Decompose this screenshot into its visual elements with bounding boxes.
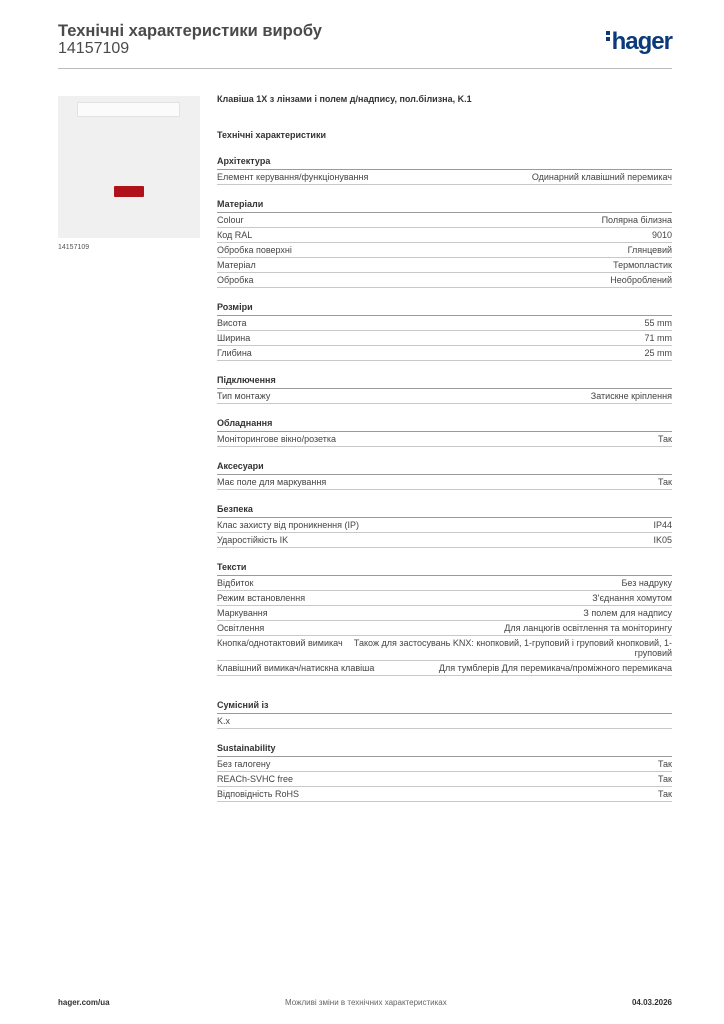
section-title: Обладнання	[217, 418, 672, 432]
spec-value: 25 mm	[644, 348, 672, 358]
spec-label: Відбиток	[217, 578, 254, 588]
spec-row	[217, 757, 672, 772]
section-title: Аксесуари	[217, 461, 672, 475]
spec-row	[217, 316, 672, 331]
spec-section	[217, 461, 672, 490]
spec-row	[217, 389, 672, 404]
spec-section	[217, 562, 672, 676]
spec-section	[217, 156, 672, 185]
spec-row	[217, 533, 672, 548]
spec-label: Матеріал	[217, 260, 256, 270]
spec-label: Ударостійкість IK	[217, 535, 289, 545]
spec-row	[217, 432, 672, 447]
spec-label: Елемент керування/функціонування	[217, 172, 369, 182]
spec-label: Маркування	[217, 608, 268, 618]
spec-row	[217, 606, 672, 621]
spec-value: Так	[657, 789, 672, 799]
spec-value: Термопластик	[613, 260, 672, 270]
spec-label: K.x	[217, 716, 231, 726]
spec-heading: Технічні характеристики	[217, 130, 326, 140]
spec-value: IK05	[653, 535, 672, 545]
spec-row	[217, 346, 672, 361]
section-title: Безпека	[217, 504, 672, 518]
footer-website[interactable]: hager.com/ua	[58, 998, 110, 1007]
brand-name: hager	[611, 28, 672, 55]
footer-date: 04.03.2026	[631, 998, 672, 1007]
section-title: Розміри	[217, 302, 672, 316]
spec-label: Обробка	[217, 275, 254, 285]
spec-row	[217, 213, 672, 228]
spec-row	[217, 273, 672, 288]
spec-row	[217, 518, 672, 533]
spec-label: Код RAL	[217, 230, 253, 240]
spec-row	[217, 621, 672, 636]
spec-label: Кнопка/однотактовий вимикач	[217, 638, 343, 648]
spec-label: REACh-SVHC free	[217, 774, 294, 784]
spec-row	[217, 475, 672, 490]
spec-value: Так	[657, 434, 672, 444]
spec-label: Висота	[217, 318, 247, 328]
spec-label: Освітлення	[217, 623, 265, 633]
spec-label: Тип монтажу	[217, 391, 271, 401]
spec-row	[217, 331, 672, 346]
red-lens-indicator	[114, 186, 144, 197]
section-title: Підключення	[217, 375, 672, 389]
spec-row	[217, 258, 672, 273]
spec-sheet	[217, 94, 672, 802]
spec-value: 71 mm	[644, 333, 672, 343]
spec-label: Colour	[217, 215, 244, 225]
spec-label: Моніторингове вікно/розетка	[217, 434, 336, 444]
spec-value: 55 mm	[644, 318, 672, 328]
spec-value: Для ланцюгів освітлення та моніторингу	[504, 623, 672, 633]
section-title: Тексти	[217, 562, 672, 576]
spec-value: Так	[657, 477, 672, 487]
header-divider	[58, 68, 672, 69]
spec-section	[217, 743, 672, 802]
section-title: Архітектура	[217, 156, 672, 170]
spec-row	[217, 576, 672, 591]
spec-value: Також для застосувань KNX: кнопковий, 1-груповий і груповий кнопковий, 1-груповий	[353, 638, 672, 658]
spec-label: Відповідність RoHS	[217, 789, 299, 799]
spec-label: Клавішний вимикач/натискна клавіша	[217, 663, 375, 673]
section-title: Sustainability	[217, 743, 672, 757]
spec-label: Глибина	[217, 348, 252, 358]
spec-label: Режим встановлення	[217, 593, 306, 603]
spec-label: Має поле для маркування	[217, 477, 327, 487]
hager-logo	[606, 28, 672, 56]
spec-value: Затискне кріплення	[590, 391, 672, 401]
spec-value: Глянцевий	[627, 245, 672, 255]
spec-value: Полярна білизна	[601, 215, 672, 225]
spec-section	[217, 418, 672, 447]
section-title: Матеріали	[217, 199, 672, 213]
spec-value: Необроблений	[610, 275, 672, 285]
spec-section	[217, 199, 672, 288]
spec-row	[217, 591, 672, 606]
product-code: 14157109	[58, 40, 130, 57]
label-field	[77, 102, 180, 117]
spec-row	[217, 661, 672, 676]
spec-value: Для тумблерів Для перемикача/проміжного перемикача	[438, 663, 672, 673]
product-name: Клавіша 1X з лінзами і полем д/надпису, пол.білизна, K.1	[217, 94, 472, 104]
spec-row	[217, 787, 672, 802]
spec-value: Так	[657, 759, 672, 769]
spec-label: Ширина	[217, 333, 251, 343]
spec-section	[217, 700, 672, 729]
spec-value: 9010	[651, 230, 672, 240]
spec-value: Одинарний клавішний перемикач	[531, 172, 672, 182]
spec-row	[217, 772, 672, 787]
spec-value: IP44	[653, 520, 672, 530]
image-caption: 14157109	[58, 244, 90, 251]
spec-section	[217, 375, 672, 404]
spec-row	[217, 170, 672, 185]
footer-notice: Можливі зміни в технічних характеристиках	[285, 998, 447, 1007]
spec-sections	[217, 156, 672, 802]
section-title: Сумісний із	[217, 700, 672, 714]
spec-value: Так	[657, 774, 672, 784]
product-image	[58, 96, 200, 238]
spec-row	[217, 228, 672, 243]
spec-row	[217, 243, 672, 258]
spec-section	[217, 302, 672, 361]
spec-value: З'єднання хомутом	[592, 593, 672, 603]
spec-value: Без надруку	[621, 578, 672, 588]
spec-row	[217, 636, 672, 661]
spec-label: Клас захисту від проникнення (IP)	[217, 520, 360, 530]
spec-value: З полем для надпису	[583, 608, 672, 618]
spec-label: Обробка поверхні	[217, 245, 292, 255]
spec-row	[217, 714, 672, 729]
document-title: Технічні характеристики виробу	[58, 22, 322, 40]
spec-label: Без галогену	[217, 759, 271, 769]
spec-section	[217, 504, 672, 548]
